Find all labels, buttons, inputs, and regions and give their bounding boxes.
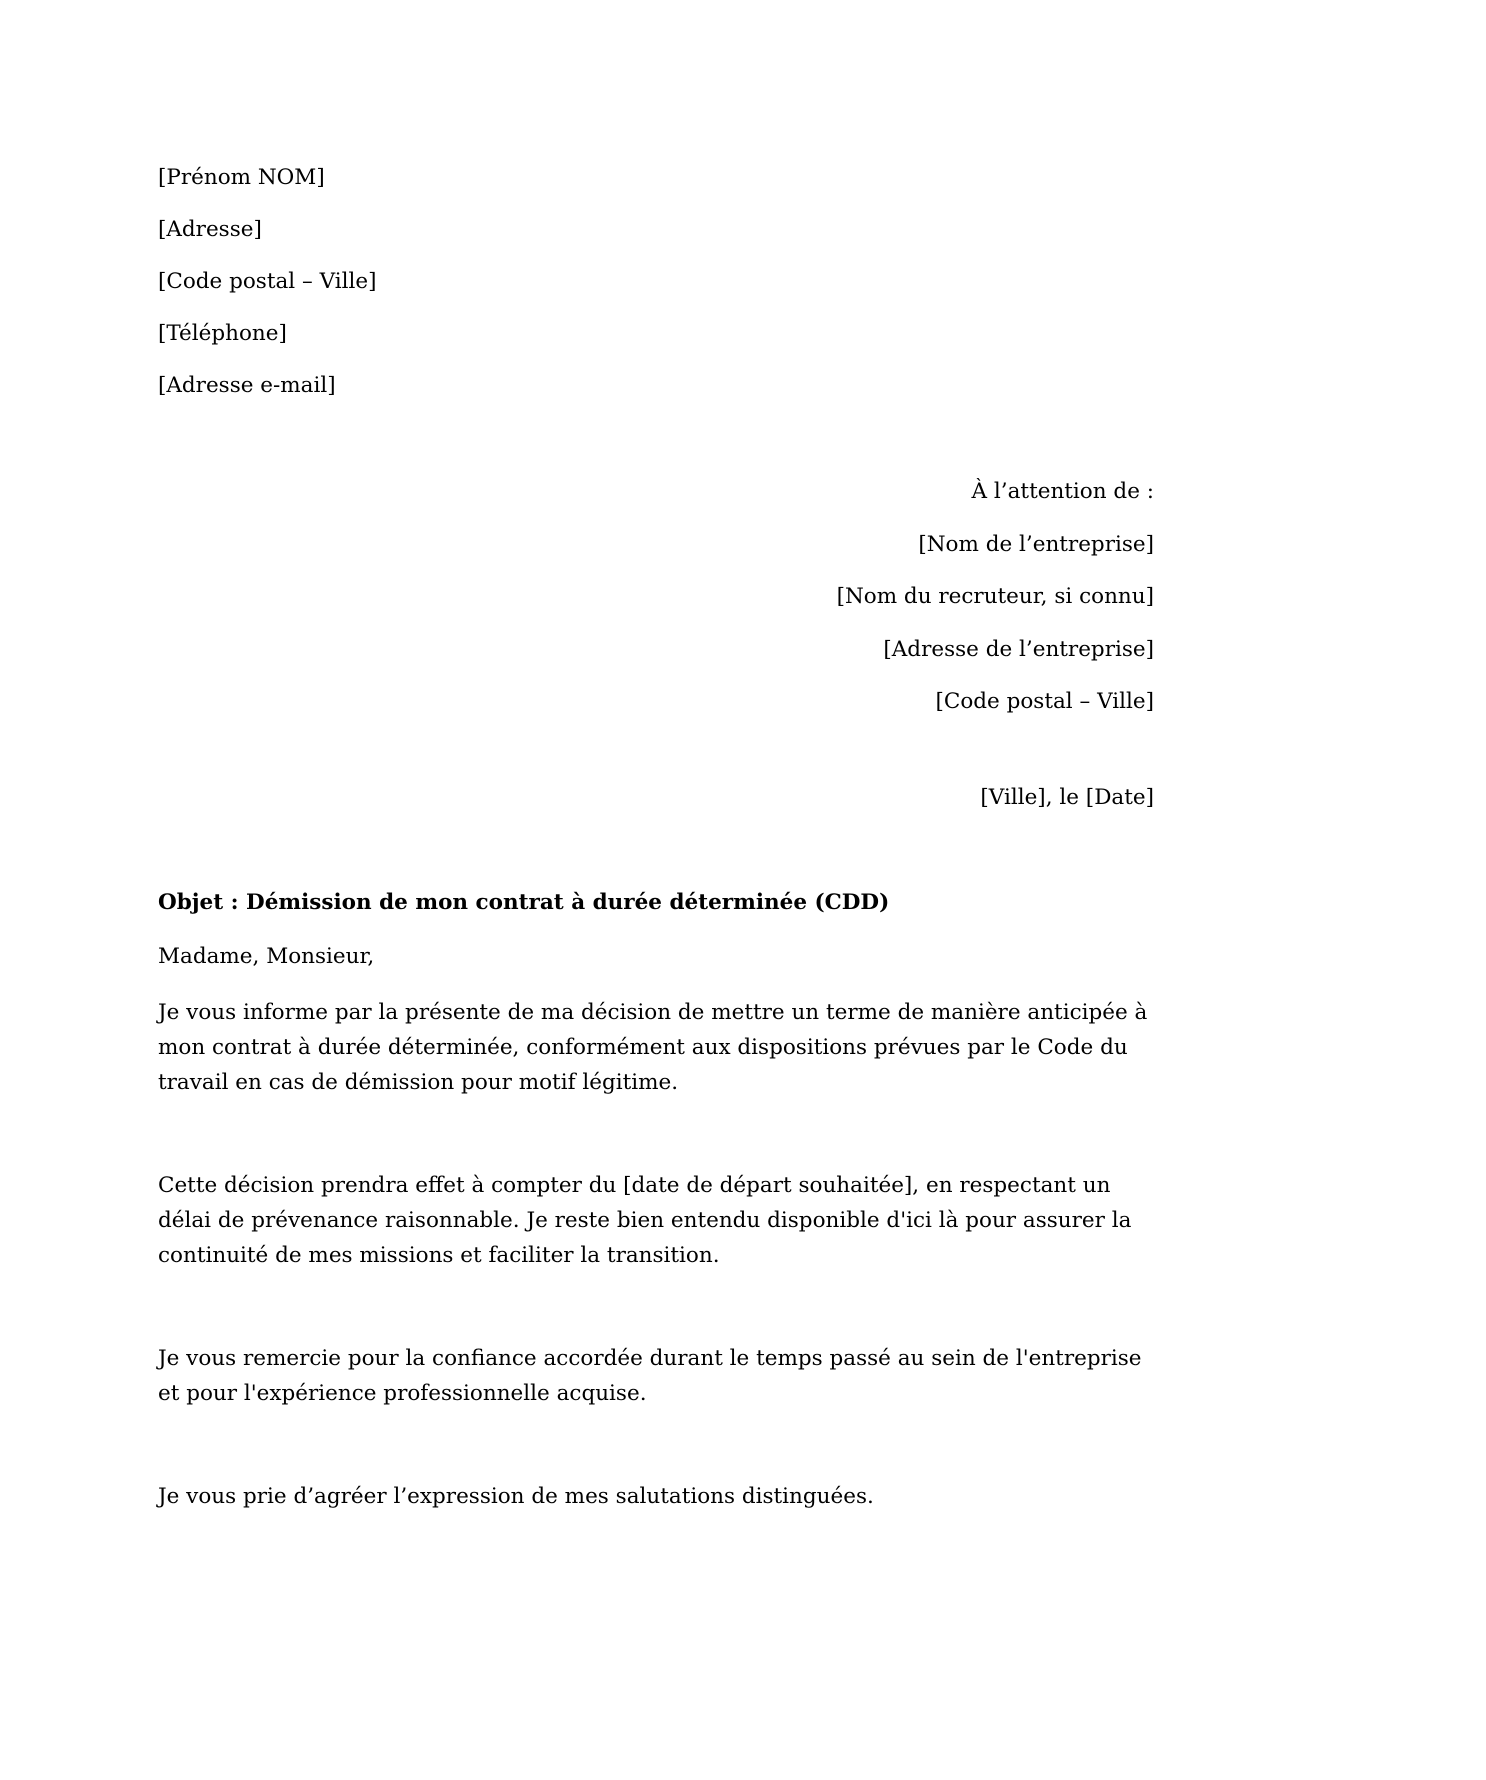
paragraph-1: Je vous informe par la présente de ma décision de mettre un terme de manière anticipée à mon contrat à durée déterminée, conformément aux dispositions prévues par le Code du travail en cas de démission pour motif légitime. bbox=[158, 999, 1148, 1095]
recipient-address-block bbox=[158, 466, 1154, 729]
recipient-recruiter-name: [Nom du recruteur, si connu] bbox=[836, 584, 1154, 609]
subject-line: Objet : Démission de mon contrat à durée déterminée (CDD) bbox=[158, 889, 890, 915]
salutation-line: Madame, Monsieur, bbox=[158, 943, 375, 969]
sender-email: [Adresse e-mail] bbox=[158, 373, 336, 398]
recipient-attention-label: À l’attention de : bbox=[971, 479, 1154, 504]
sender-phone: [Téléphone] bbox=[158, 321, 287, 346]
letter-body bbox=[158, 887, 1154, 1514]
paragraph-3: Je vous remercie pour la confiance accordée durant le temps passé au sein de l'entreprise et pour l'expérience professionnelle acquise. bbox=[158, 1345, 1142, 1406]
letter-content bbox=[158, 0, 1154, 1514]
recipient-company-address: [Adresse de l’entreprise] bbox=[883, 636, 1154, 662]
closing-line: Je vous prie d’agréer l’expression de mes salutations distinguées. bbox=[158, 1483, 874, 1509]
sender-postal-city: [Code postal – Ville] bbox=[158, 269, 377, 294]
sender-address-block bbox=[158, 0, 1154, 412]
place-date-block bbox=[158, 781, 1154, 815]
sender-street: [Adresse] bbox=[158, 217, 262, 242]
recipient-company-name: [Nom de l’entreprise] bbox=[918, 531, 1154, 557]
recipient-postal-city: [Code postal – Ville] bbox=[935, 689, 1154, 714]
place-date-line: [Ville], le [Date] bbox=[980, 784, 1154, 810]
paragraph-2: Cette décision prendra effet à compter du [date de départ souhaitée], en respectant un délai de prévenance raisonnable. Je reste bien entendu disponible d'ici là pour assurer la continuité de mes missions et faciliter la transition. bbox=[158, 1172, 1132, 1268]
sender-name: [Prénom NOM] bbox=[158, 165, 325, 190]
